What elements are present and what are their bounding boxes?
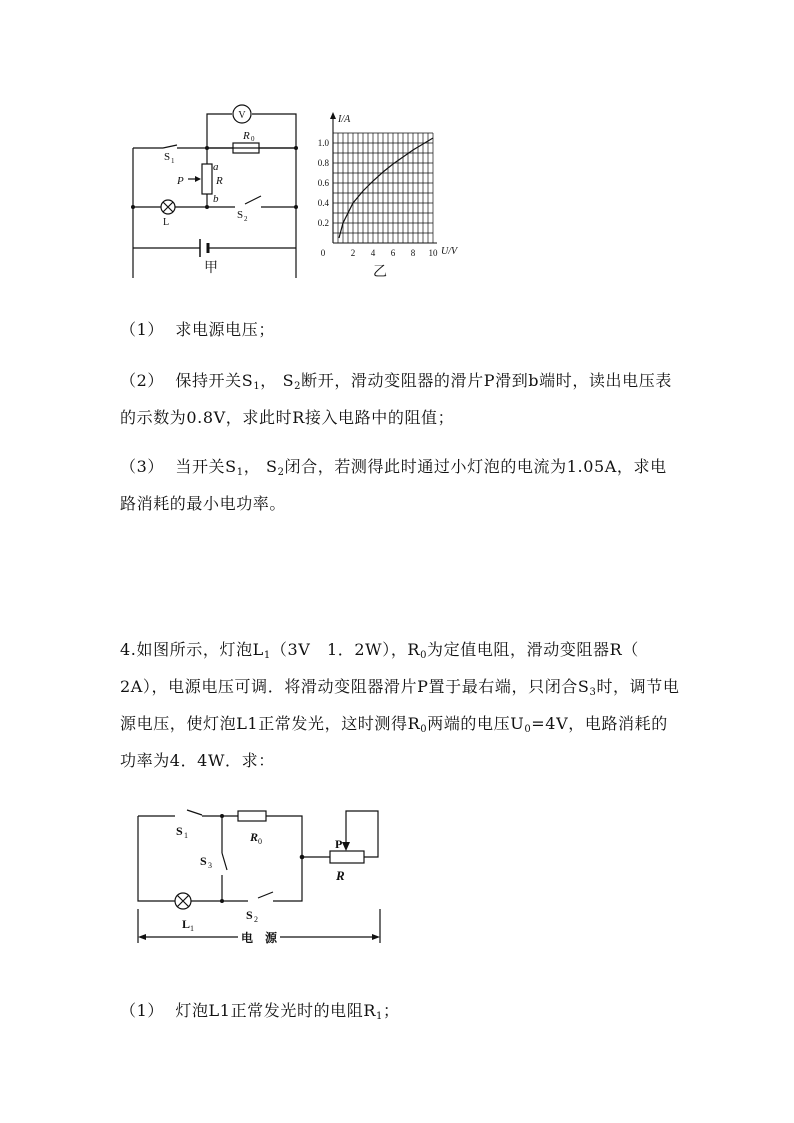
r0-sub: 0	[258, 837, 262, 846]
x-tick-label: 0	[320, 248, 326, 258]
r0-label: R	[250, 830, 259, 844]
voltmeter-label: V	[238, 110, 246, 121]
figure-b-caption: 乙	[373, 265, 387, 280]
circuit-diagram-a	[125, 95, 310, 280]
p-label: P	[335, 837, 343, 851]
s3-label: S	[200, 854, 207, 868]
s1-label: S	[176, 824, 183, 838]
label-b: b	[213, 193, 219, 205]
y-axis-label: I/A	[338, 114, 351, 125]
chart-axes	[330, 112, 437, 243]
x-tick-label: 4	[370, 248, 376, 258]
s1-label: S	[164, 151, 171, 163]
lamp-sub: 1	[190, 924, 194, 933]
s1-sub: 1	[184, 831, 188, 840]
r0-label: R	[243, 130, 250, 142]
x-tick-label: 6	[390, 248, 396, 258]
s2-sub: 2	[254, 915, 258, 924]
s2-label: S	[237, 209, 244, 221]
y-tick-label: 0.8	[317, 158, 329, 168]
label-p: P	[177, 175, 184, 187]
y-tick-label: 1.0	[317, 138, 329, 148]
chart-grid	[333, 133, 433, 243]
label-r: R	[216, 175, 223, 187]
x-axis-label: U/V	[441, 246, 458, 257]
question-3-3: （3） 当开关$S_1$， $S_2$闭合，若测得此时通过小灯泡的电流为1.05A，求电路消耗的最小电功率。	[120, 457, 667, 513]
x-tick-label: 8	[410, 248, 416, 258]
question-4-1: （1） 灯泡L1正常发光时的电阻$R_1$；	[120, 1001, 400, 1022]
problem-4-text: 4.如图所示，灯泡$L_1(3V$ 1．2W），$R_0$为定值电阻，滑动变阻器R（ 2A），电源电压可调．将滑动变阻器滑片P置于最右端，只闭合$S_3$时，调节电源电压，使灯泡L1正常发光，这时测得$R_0$两端的电压$U_0=4V$，电路消耗的功率为4．4W．求：	[120, 640, 680, 770]
figure-a-caption: 甲	[204, 261, 218, 276]
s2-sub: 2	[244, 215, 248, 223]
y-tick-label: 0.4	[317, 198, 329, 208]
s2-label: S	[246, 908, 253, 922]
y-tick-label: 0.2	[317, 218, 329, 228]
y-axis-arrow	[330, 112, 336, 119]
lamp-label: L	[163, 217, 170, 228]
r0-sub: 0	[251, 135, 255, 143]
label-a: a	[213, 161, 219, 173]
s1-sub: 1	[171, 157, 175, 165]
lamp-label: L	[182, 917, 191, 931]
iu-graph	[305, 108, 480, 280]
circuit-diagram-c	[130, 803, 390, 953]
question-3-1: （1） 求电源电压；	[120, 320, 275, 339]
power-source-label: 电 源	[240, 931, 278, 945]
question-3-2: （2） 保持开关$S_1$， $S_2$断开，滑动变阻器的滑片P滑到b端时，读出电压表的示数为0.8V，求此时R接入电路中的阻值；	[120, 371, 672, 427]
y-tick-label: 0.6	[317, 178, 329, 188]
x-tick-label: 2	[350, 248, 356, 258]
s3-sub: 3	[208, 861, 212, 870]
r-label: R	[336, 868, 345, 883]
x-tick-label: 10	[428, 248, 438, 258]
